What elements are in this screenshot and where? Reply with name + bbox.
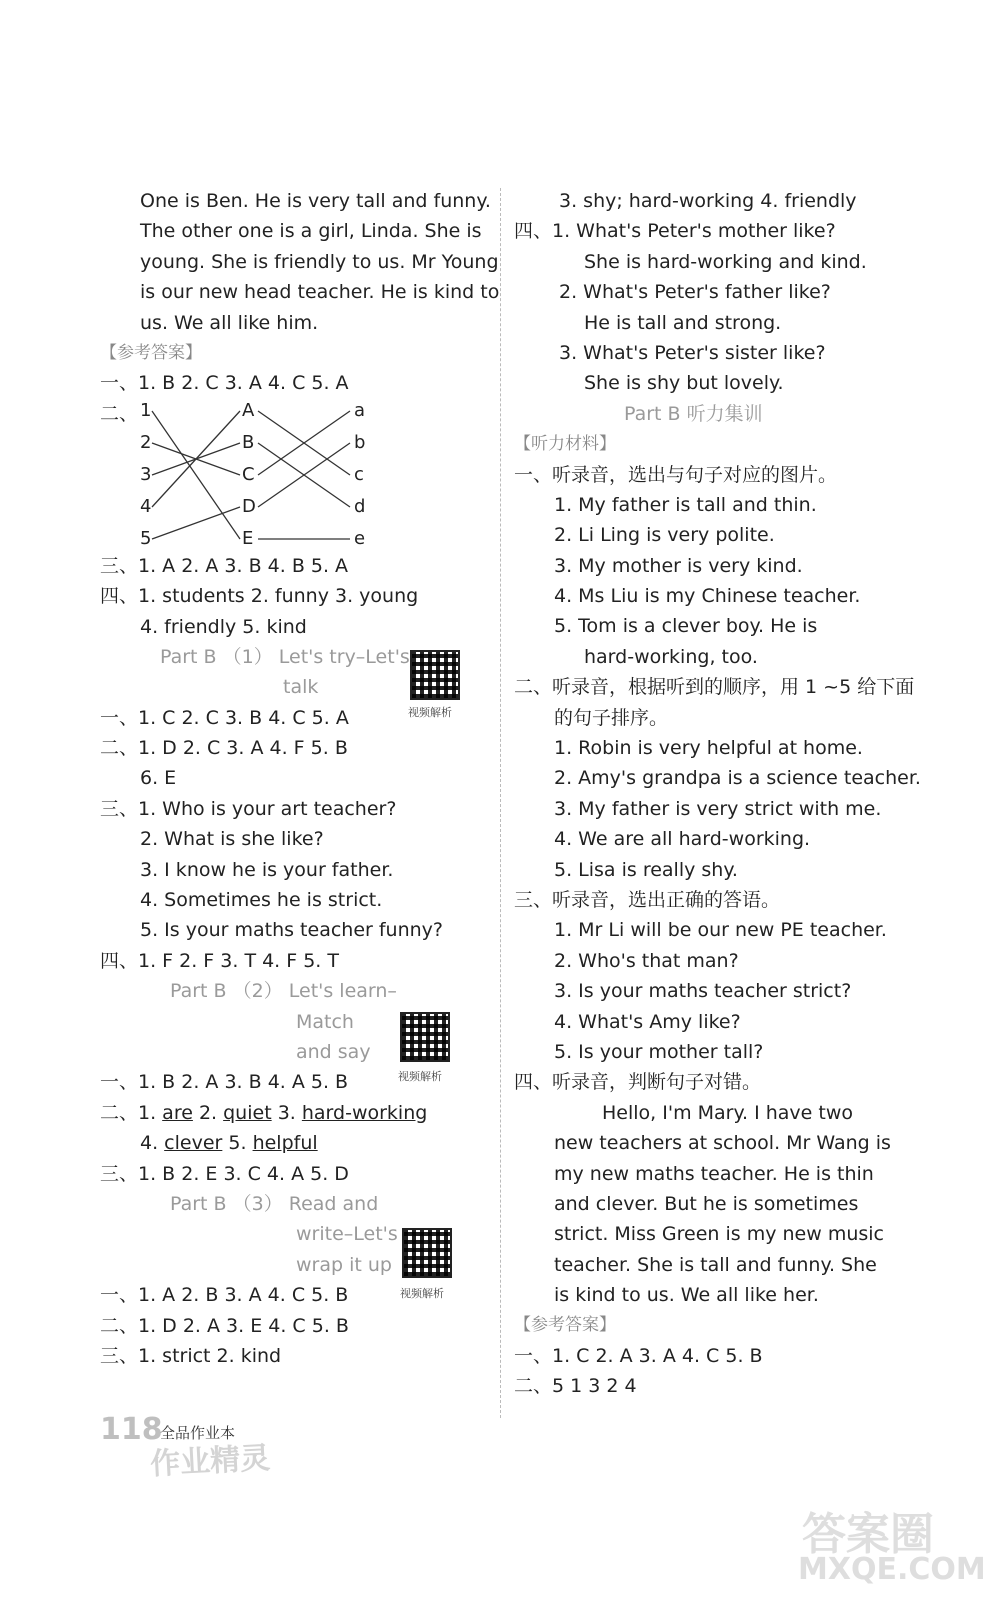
section-title-partB2-cont: Match [296, 1010, 354, 1033]
listening-item: 3. My father is very strict with me. [554, 797, 882, 820]
listening-item: 2. Who's that man? [554, 949, 739, 972]
listening-item: 4. We are all hard-working. [554, 828, 811, 851]
listening-item: 2. Li Ling is very polite. [554, 524, 775, 547]
answer-line: 二、1. D 2. C 3. A 4. F 5. B [100, 737, 348, 760]
exercise-title: 二、听录音，根据听到的顺序，用 1 ~5 给下面 [514, 676, 915, 699]
answer-text: 二、1. [100, 1101, 163, 1124]
section-title-partB2-cont: and say [296, 1040, 371, 1063]
passage-line: young. She is friendly to us. Mr Young [140, 250, 499, 273]
answers-header: 【参考答案】 [100, 342, 202, 363]
match-mid-label: A [242, 402, 255, 421]
answer-word: are [162, 1101, 193, 1124]
page-number: 118 [100, 1412, 163, 1447]
answer-line: 3. shy; hard-working 4. friendly [559, 190, 857, 212]
listening-item: 4. What's Amy like? [554, 1010, 741, 1033]
passage-line: us. We all like him. [140, 311, 319, 334]
passage-line: and clever. But he is sometimes [554, 1192, 859, 1215]
answer-text: 3. [271, 1101, 302, 1124]
qr-code-icon[interactable] [400, 1012, 450, 1062]
passage-line: strict. Miss Green is my new music [554, 1223, 884, 1246]
listening-item: 2. Amy's grandpa is a science teacher. [554, 767, 921, 790]
answer-line: 一、1. C 2. C 3. B 4. C 5. A [100, 706, 349, 729]
answer-line: 2. What is she like? [140, 828, 324, 851]
match-left-label: 2 [140, 432, 152, 453]
match-left-label: 1 [140, 402, 152, 421]
answer-line: 四、1. F 2. F 3. T 4. F 5. T [100, 949, 339, 972]
section-title-partB3-cont: wrap it up [296, 1253, 392, 1276]
answer-word: quiet [223, 1101, 272, 1124]
answer-line: 一、1. B 2. C 3. A 4. C 5. A [100, 372, 349, 395]
matching-diagram [140, 402, 380, 552]
left-column [100, 186, 500, 1371]
answer-line [100, 1128, 490, 1158]
right-column [514, 186, 921, 1402]
listening-item: 1. Robin is very helpful at home. [554, 737, 863, 760]
answer-line: 三、1. Who is your art teacher? [100, 797, 397, 820]
passage-line: new teachers at school. Mr Wang is [554, 1132, 891, 1155]
listening-item: 1. Mr Li will be our new PE teacher. [554, 919, 887, 942]
match-mid-label: C [242, 464, 255, 485]
answer-line: 三、1. B 2. E 3. C 4. A 5. D [100, 1162, 349, 1185]
answer-line: 二、5 1 3 2 4 [514, 1375, 637, 1398]
answer-text: 2. [192, 1101, 224, 1124]
match-line [152, 507, 240, 539]
section-title-partB1-cont: talk [283, 676, 319, 699]
answer-line: 一、1. A 2. B 3. A 4. C 5. B [100, 1284, 349, 1307]
section-number: 二、 [100, 402, 139, 425]
answer-line: 二、1. D 2. A 3. E 4. C 5. B [100, 1314, 349, 1337]
watermark: 答案圈 [802, 1509, 934, 1560]
match-right-label: d [354, 496, 366, 517]
answer-line: 三、1. A 2. A 3. B 4. B 5. A [100, 554, 349, 577]
watermark: MXQE.COM [798, 1552, 986, 1587]
match-left-label: 3 [140, 464, 152, 485]
answer-line: She is hard-working and kind. [584, 250, 867, 273]
passage-line: my new maths teacher. He is thin [554, 1162, 874, 1185]
answer-line: 三、1. strict 2. kind [100, 1344, 282, 1367]
brand-label: 全品作业本 [160, 1424, 236, 1442]
answer-text: 4. [140, 1132, 165, 1155]
section-title-partB1: Part B （1） Let's try–Let's [160, 645, 410, 668]
material-header: 【听力材料】 [514, 434, 616, 455]
match-mid-label: D [242, 496, 256, 517]
answer-text: 5. [222, 1132, 253, 1155]
exercise-title: 一、听录音，选出与句子对应的图片。 [514, 463, 838, 486]
listening-item: 5. Lisa is really shy. [554, 858, 738, 881]
match-line [152, 411, 240, 507]
passage-line: The other one is a girl, Linda. She is [140, 220, 482, 243]
answer-line: 一、1. B 2. A 3. B 4. A 5. B [100, 1071, 349, 1094]
qr-label: 视频解析 [408, 706, 452, 719]
match-right-label: b [354, 432, 366, 453]
answer-line: 4. Sometimes he is strict. [140, 889, 383, 912]
answer-line [100, 1098, 490, 1128]
answer-line: 4. friendly 5. kind [140, 615, 307, 638]
answer-line: 5. Is your maths teacher funny? [140, 919, 444, 942]
exercise-title: 三、听录音，选出正确的答语。 [514, 888, 781, 911]
listening-item: 3. My mother is very kind. [554, 554, 803, 577]
answer-word: hard-working [301, 1101, 428, 1124]
answer-line: 一、1. C 2. A 3. A 4. C 5. B [514, 1344, 763, 1367]
exercise-title: 四、听录音，判断句子对错。 [514, 1071, 762, 1094]
column-divider [500, 188, 501, 1418]
qr-label: 视频解析 [398, 1070, 442, 1083]
answers-header: 【参考答案】 [514, 1315, 616, 1336]
section-title-partB-listening: Part B 听力集训 [624, 402, 763, 425]
passage-line: is kind to us. We all like her. [554, 1284, 819, 1307]
listening-item: 4. Ms Liu is my Chinese teacher. [554, 585, 861, 608]
match-right-label: c [354, 464, 364, 485]
match-left-label: 4 [140, 496, 152, 517]
listening-item: 5. Is your mother tall? [554, 1040, 764, 1063]
answer-line: 2. What's Peter's father like? [559, 281, 831, 304]
match-right-label: e [354, 528, 366, 549]
section-title-partB2: Part B （2） Let's learn– [170, 980, 397, 1003]
passage-line: One is Ben. He is very tall and funny. [140, 190, 491, 212]
answer-line: 四、1. students 2. funny 3. young [100, 585, 419, 608]
qr-label: 视频解析 [400, 1287, 444, 1300]
exercise-title-cont: 的句子排序。 [554, 706, 669, 729]
qr-code-icon[interactable] [410, 650, 460, 700]
passage-line: is our new head teacher. He is kind to [140, 281, 500, 304]
answer-line: 6. E [140, 767, 177, 790]
passage-line: Hello, I'm Mary. I have two [602, 1101, 853, 1124]
answer-line: He is tall and strong. [584, 311, 782, 334]
answer-word: clever [164, 1132, 223, 1155]
answer-line: 3. I know he is your father. [140, 858, 394, 881]
match-left-label: 5 [140, 528, 152, 549]
listening-item: 5. Tom is a clever boy. He is [554, 615, 818, 638]
match-mid-label: B [242, 432, 255, 453]
listening-item: hard-working, too. [584, 645, 758, 668]
qr-code-icon[interactable] [402, 1228, 452, 1278]
listening-item: 1. My father is tall and thin. [554, 493, 817, 516]
section-title-partB3-cont: write–Let's [296, 1223, 398, 1246]
answer-line: 四、1. What's Peter's mother like? [514, 220, 836, 243]
answer-word: helpful [252, 1132, 318, 1155]
answer-line: She is shy but lovely. [584, 372, 784, 395]
passage-line: teacher. She is tall and funny. She [554, 1253, 877, 1276]
match-mid-label: E [242, 528, 254, 549]
match-line [152, 411, 240, 539]
match-right-label: a [354, 402, 366, 421]
answer-line: 3. What's Peter's sister like? [559, 341, 826, 364]
section-title-partB3: Part B （3） Read and [170, 1192, 379, 1215]
watermark: 作业精灵 [149, 1440, 272, 1483]
listening-item: 3. Is your maths teacher strict? [554, 980, 852, 1003]
